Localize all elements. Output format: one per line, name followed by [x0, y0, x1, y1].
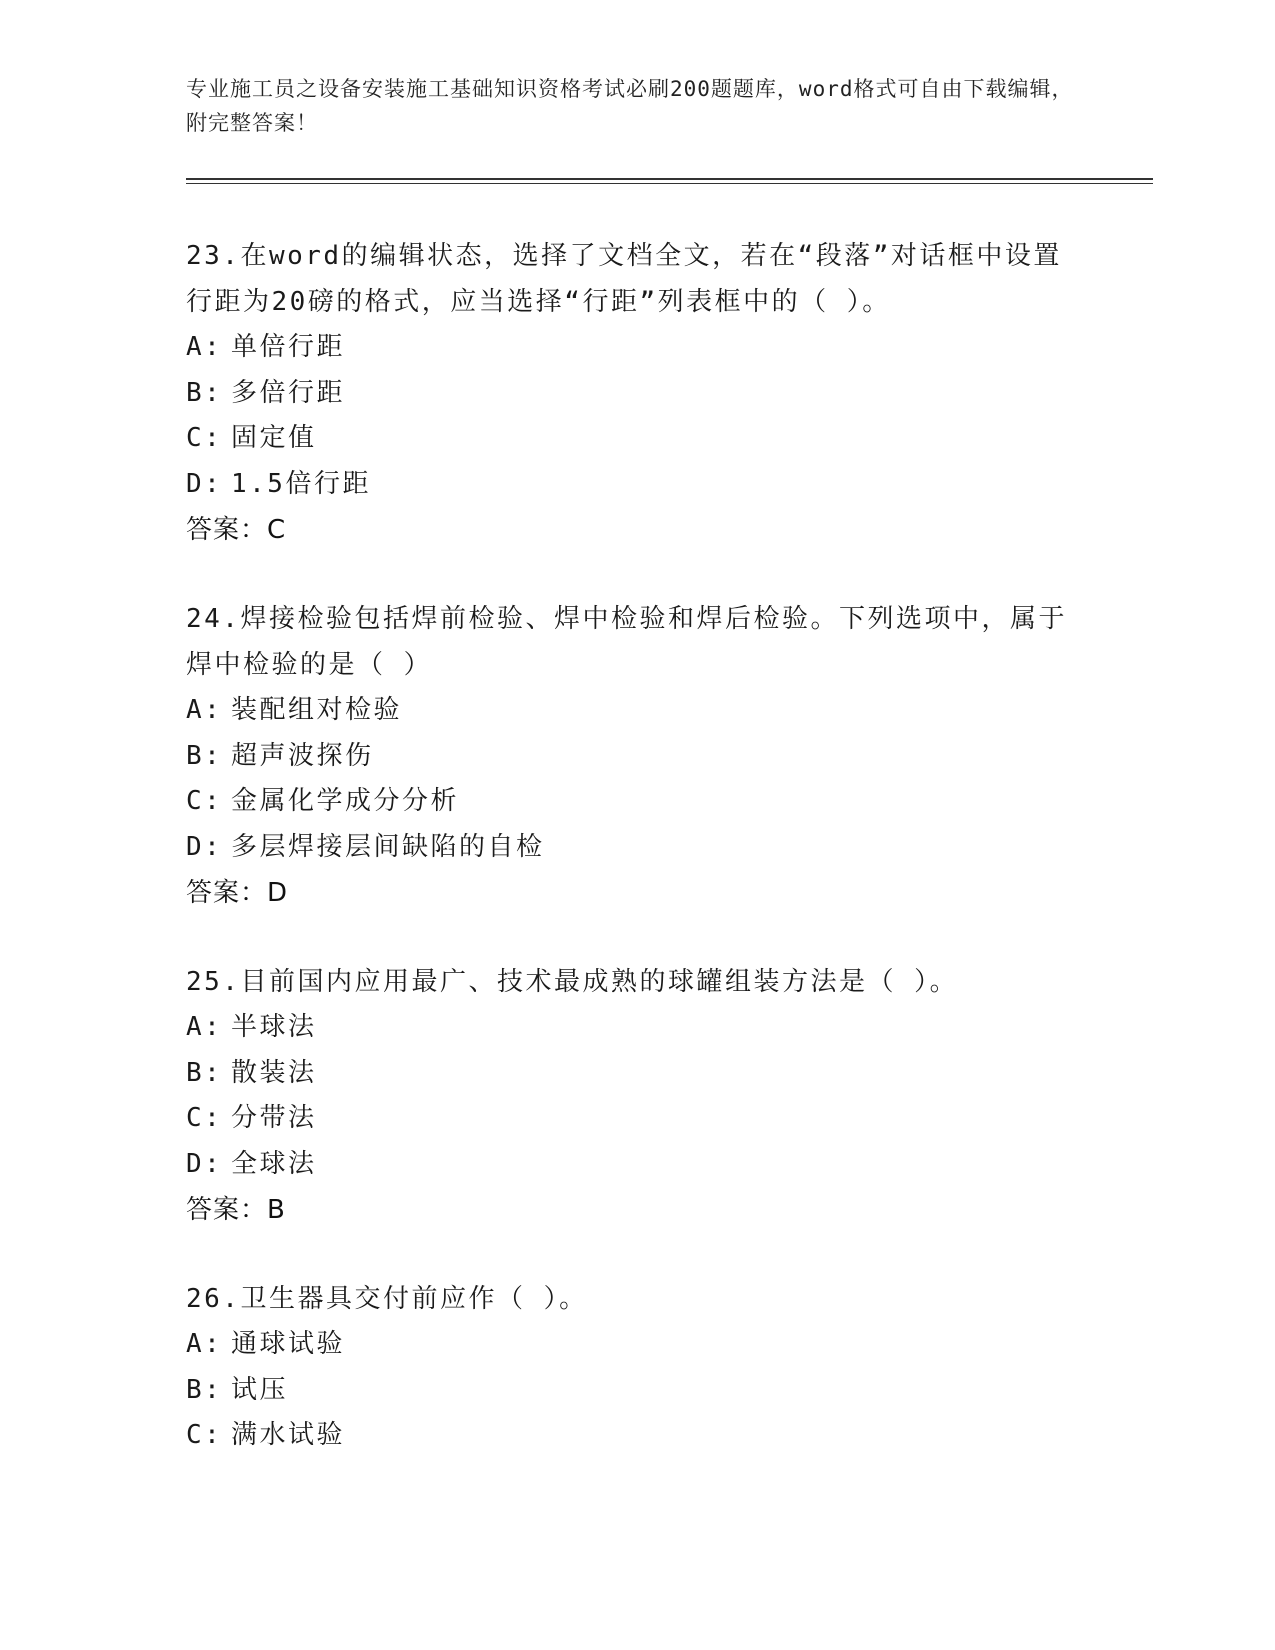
option-letter: A:	[186, 1329, 223, 1359]
option-a	[186, 325, 1086, 371]
answer-line: 答案：C	[186, 515, 287, 545]
question-26	[186, 1276, 1086, 1459]
header-divider-thin	[186, 183, 1153, 184]
option-text: 散装法	[231, 1057, 317, 1088]
option-d	[186, 462, 1086, 508]
question-stem: 25.目前国内应用最广、技术最成熟的球罐组装方法是（ ）。	[186, 967, 959, 997]
option-text: 通球试验	[231, 1329, 346, 1359]
option-letter: A:	[186, 695, 223, 725]
option-letter: C:	[186, 423, 223, 453]
answer-line: 答案：B	[186, 1195, 286, 1225]
option-b	[186, 1368, 1086, 1414]
option-text: 全球法	[231, 1148, 317, 1179]
option-text: 超声波探伤	[231, 740, 374, 771]
option-a	[186, 1005, 1086, 1051]
option-b	[186, 734, 1086, 780]
option-text: 满水试验	[231, 1420, 346, 1450]
question-25	[186, 959, 1086, 1233]
document-header: 专业施工员之设备安装施工基础知识资格考试必刷200题题库，word格式可自由下载编辑，附完整答案！	[186, 77, 1074, 135]
option-letter: A:	[186, 332, 223, 362]
option-letter: C:	[186, 786, 223, 816]
question-stem: 24.焊接检验包括焊前检验、焊中检验和焊后检验。下列选项中，属于焊中检验的是（ ）	[186, 604, 1067, 680]
option-c	[186, 416, 1086, 462]
option-a	[186, 688, 1086, 734]
option-letter: B:	[186, 740, 223, 771]
question-23	[186, 233, 1086, 553]
option-d	[186, 825, 1086, 871]
option-letter: C:	[186, 1420, 223, 1450]
option-d	[186, 1142, 1086, 1188]
answer-line: 答案：D	[186, 878, 289, 908]
option-text: 半球法	[231, 1012, 317, 1042]
question-stem: 23.在word的编辑状态，选择了文档全文，若在“段落”对话框中设置行距为20磅的格式，应当选择“行距”列表框中的（ ）。	[186, 241, 1062, 317]
option-c	[186, 779, 1086, 825]
option-a	[186, 1322, 1086, 1368]
option-text: 多倍行距	[231, 377, 346, 408]
option-c	[186, 1413, 1086, 1459]
option-text: 试压	[231, 1374, 289, 1405]
option-letter: A:	[186, 1012, 223, 1042]
option-text: 1.5倍行距	[231, 468, 371, 499]
option-b	[186, 371, 1086, 417]
option-letter: D:	[186, 831, 223, 862]
option-letter: D:	[186, 1148, 223, 1179]
question-24	[186, 596, 1086, 916]
option-letter: B:	[186, 1374, 223, 1405]
option-letter: C:	[186, 1103, 223, 1133]
option-text: 装配组对检验	[231, 695, 403, 725]
option-letter: D:	[186, 468, 223, 499]
option-text: 多层焊接层间缺陷的自检	[231, 831, 545, 862]
option-text: 分带法	[231, 1103, 317, 1133]
option-letter: B:	[186, 377, 223, 408]
option-text: 固定值	[231, 423, 317, 453]
question-list	[186, 233, 1086, 1502]
option-c	[186, 1096, 1086, 1142]
option-letter: B:	[186, 1057, 223, 1088]
header-divider-thick	[186, 178, 1153, 180]
question-stem: 26.卫生器具交付前应作（ ）。	[186, 1284, 588, 1314]
option-b	[186, 1051, 1086, 1097]
option-text: 单倍行距	[231, 332, 346, 362]
option-text: 金属化学成分分析	[231, 786, 460, 816]
